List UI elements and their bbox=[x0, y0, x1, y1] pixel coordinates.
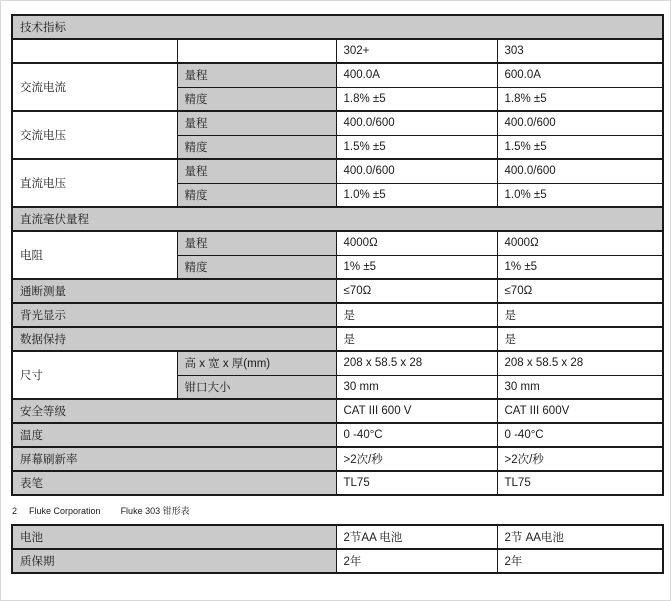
row-label: 表笔 bbox=[12, 471, 336, 495]
sub-label: 高 x 宽 x 厚(mm) bbox=[177, 351, 336, 375]
row-label: 温度 bbox=[12, 423, 336, 447]
row-label: 数据保持 bbox=[12, 327, 336, 351]
sub-label: 精度 bbox=[177, 87, 336, 111]
models-header-row bbox=[12, 39, 663, 63]
spec-value-303: 600.0A bbox=[497, 63, 663, 87]
product-name: Fluke 303 钳形表 bbox=[120, 506, 190, 516]
spec-value-302plus: 1.0% ±5 bbox=[336, 183, 497, 207]
spec-value-302plus: 2年 bbox=[336, 549, 497, 573]
spec-value-303: 400.0/600 bbox=[497, 159, 663, 183]
sub-label: 量程 bbox=[177, 111, 336, 135]
sub-label: 量程 bbox=[177, 159, 336, 183]
spec-value-302plus: 400.0A bbox=[336, 63, 497, 87]
table-row bbox=[12, 111, 663, 135]
group-label: 直流电压 bbox=[12, 159, 177, 207]
model-302plus-header: 302+ bbox=[336, 39, 497, 63]
group-label: 交流电流 bbox=[12, 63, 177, 111]
spec-value-303: 1.5% ±5 bbox=[497, 135, 663, 159]
spec-value-303: 是 bbox=[497, 303, 663, 327]
table-row bbox=[12, 15, 663, 39]
spec-value-303: 1.0% ±5 bbox=[497, 183, 663, 207]
table-row bbox=[12, 351, 663, 375]
sub-label: 精度 bbox=[177, 135, 336, 159]
spec-value-303: 30 mm bbox=[497, 375, 663, 399]
model-303-header: 303 bbox=[497, 39, 663, 63]
spec-value-302plus: 30 mm bbox=[336, 375, 497, 399]
sub-label: 钳口大小 bbox=[177, 375, 336, 399]
page-footer bbox=[12, 504, 660, 517]
table-row bbox=[12, 279, 663, 303]
page-number: 2 bbox=[12, 506, 18, 516]
group-label: 交流电压 bbox=[12, 111, 177, 159]
spec-value-302plus: ≤70Ω bbox=[336, 279, 497, 303]
spec-value-302plus: 是 bbox=[336, 327, 497, 351]
sub-label: 精度 bbox=[177, 255, 336, 279]
table-row bbox=[12, 399, 663, 423]
spec-value-303: 2年 bbox=[497, 549, 663, 573]
row-label: 屏幕刷新率 bbox=[12, 447, 336, 471]
spec-value-303: 400.0/600 bbox=[497, 111, 663, 135]
spec-value-303: 4000Ω bbox=[497, 231, 663, 255]
table-row bbox=[12, 471, 663, 495]
table-row bbox=[12, 525, 663, 549]
spec-value-303: 1% ±5 bbox=[497, 255, 663, 279]
table-row bbox=[12, 159, 663, 183]
table-row bbox=[12, 549, 663, 573]
table-row bbox=[12, 423, 663, 447]
spec-value-302plus: TL75 bbox=[336, 471, 497, 495]
row-label: 背光显示 bbox=[12, 303, 336, 327]
table-row bbox=[12, 447, 663, 471]
company-name: Fluke Corporation bbox=[29, 506, 101, 516]
row-label: 质保期 bbox=[12, 549, 336, 573]
spec-value-302plus: >2次/秒 bbox=[336, 447, 497, 471]
table-row bbox=[12, 303, 663, 327]
spec-value-302plus: 0 -40°C bbox=[336, 423, 497, 447]
spec-value-303: 1.8% ±5 bbox=[497, 87, 663, 111]
spec-value-302plus: 1.8% ±5 bbox=[336, 87, 497, 111]
spec-value-303: 0 -40°C bbox=[497, 423, 663, 447]
row-label: 安全等级 bbox=[12, 399, 336, 423]
spec-value-302plus: 400.0/600 bbox=[336, 159, 497, 183]
spec-value-302plus: 1% ±5 bbox=[336, 255, 497, 279]
section-header: 技术指标 bbox=[12, 15, 663, 39]
spec-value-303: 是 bbox=[497, 327, 663, 351]
empty-cell bbox=[12, 39, 177, 63]
spec-value-303: 208 x 58.5 x 28 bbox=[497, 351, 663, 375]
spec-value-303: ≤70Ω bbox=[497, 279, 663, 303]
table-row bbox=[12, 231, 663, 255]
sub-label: 精度 bbox=[177, 183, 336, 207]
spec-value-302plus: 2节AA 电池 bbox=[336, 525, 497, 549]
empty-cell bbox=[177, 39, 336, 63]
spec-value-302plus: 1.5% ±5 bbox=[336, 135, 497, 159]
sub-label: 量程 bbox=[177, 231, 336, 255]
group-label: 电阻 bbox=[12, 231, 177, 279]
battery-warranty-table bbox=[11, 524, 664, 574]
spec-value-303: CAT III 600V bbox=[497, 399, 663, 423]
spec-value-302plus: 400.0/600 bbox=[336, 111, 497, 135]
spec-value-302plus: 208 x 58.5 x 28 bbox=[336, 351, 497, 375]
table-row bbox=[12, 207, 663, 231]
spec-value-302plus: 4000Ω bbox=[336, 231, 497, 255]
row-label: 通断测量 bbox=[12, 279, 336, 303]
table-row bbox=[12, 63, 663, 87]
spec-value-303: >2次/秒 bbox=[497, 447, 663, 471]
spec-table bbox=[11, 14, 664, 496]
spec-value-303: 2节 AA电池 bbox=[497, 525, 663, 549]
sub-label: 量程 bbox=[177, 63, 336, 87]
spec-value-302plus: CAT III 600 V bbox=[336, 399, 497, 423]
spec-value-303: TL75 bbox=[497, 471, 663, 495]
table-row bbox=[12, 327, 663, 351]
spec-value-302plus: 是 bbox=[336, 303, 497, 327]
row-label: 电池 bbox=[12, 525, 336, 549]
section-header: 直流毫伏量程 bbox=[12, 207, 663, 231]
group-label: 尺寸 bbox=[12, 351, 177, 399]
